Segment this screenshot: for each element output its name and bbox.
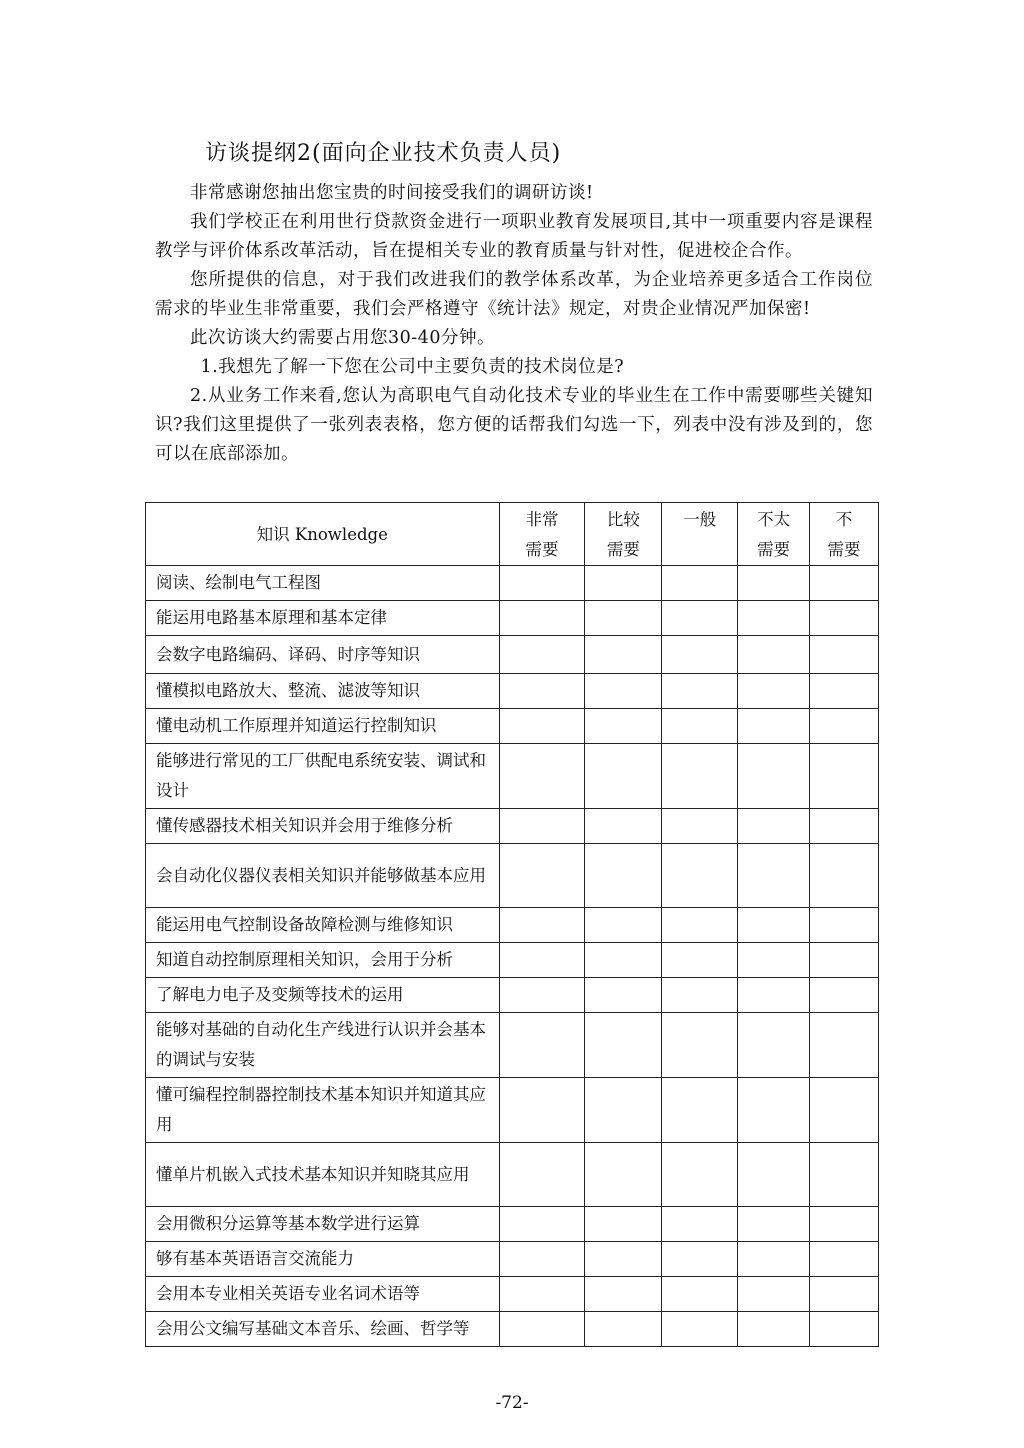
rating-cell-not-very-needed[interactable]: [738, 1207, 810, 1242]
table-row: [146, 566, 879, 601]
paragraph-thanks: 非常感谢您抽出您宝贵的时间接受我们的调研访谈!: [190, 183, 594, 203]
rating-cell-very-needed[interactable]: [499, 1013, 585, 1078]
knowledge-item: 能运用电路基本原理和基本定律: [146, 601, 500, 636]
header-not-very-needed-line2: 需要: [757, 540, 791, 559]
page-number: -72-: [495, 1393, 529, 1413]
rating-cell-not-needed[interactable]: [810, 978, 879, 1013]
header-average-line1: 一般: [683, 510, 717, 529]
rating-cell-fairly-needed[interactable]: [585, 844, 662, 908]
rating-cell-very-needed[interactable]: [499, 844, 585, 908]
knowledge-item: 会用公文编写基础文本音乐、绘画、哲学等: [146, 1312, 500, 1347]
rating-cell-not-needed[interactable]: [810, 908, 879, 943]
paragraph-duration: 此次访谈大约需要占用您30-40分钟。: [190, 328, 495, 348]
rating-cell-fairly-needed[interactable]: [585, 1312, 662, 1347]
rating-cell-average[interactable]: [662, 1143, 738, 1207]
rating-cell-not-needed[interactable]: [810, 1013, 879, 1078]
rating-cell-fairly-needed[interactable]: [585, 1242, 662, 1277]
rating-cell-very-needed[interactable]: [499, 978, 585, 1013]
table-row: [146, 1277, 879, 1312]
table-row: [146, 908, 879, 943]
rating-cell-not-very-needed[interactable]: [738, 566, 810, 601]
intro-text: [155, 179, 873, 469]
knowledge-item: 会数字电路编码、译码、时序等知识: [146, 636, 500, 674]
header-very-needed-line2: 需要: [525, 540, 559, 559]
rating-cell-not-very-needed[interactable]: [738, 601, 810, 636]
rating-cell-average[interactable]: [662, 1277, 738, 1312]
rating-cell-not-very-needed[interactable]: [738, 1143, 810, 1207]
knowledge-item: 了解电力电子及变频等技术的运用: [146, 978, 500, 1013]
rating-cell-not-needed[interactable]: [810, 1143, 879, 1207]
rating-cell-not-needed[interactable]: [810, 809, 879, 844]
rating-cell-average[interactable]: [662, 744, 738, 809]
rating-cell-very-needed[interactable]: [499, 1277, 585, 1312]
rating-cell-not-needed[interactable]: [810, 566, 879, 601]
rating-cell-fairly-needed[interactable]: [585, 709, 662, 744]
header-not-very-needed: [738, 503, 810, 566]
rating-cell-fairly-needed[interactable]: [585, 601, 662, 636]
knowledge-item: 阅读、绘制电气工程图: [146, 566, 500, 601]
knowledge-item: 会自动化仪器仪表相关知识并能够做基本应用: [146, 844, 500, 908]
rating-cell-average[interactable]: [662, 1207, 738, 1242]
rating-cell-very-needed[interactable]: [499, 809, 585, 844]
table-row: [146, 1207, 879, 1242]
rating-cell-very-needed[interactable]: [499, 1207, 585, 1242]
header-not-needed: [810, 503, 879, 566]
rating-cell-not-needed[interactable]: [810, 674, 879, 709]
rating-cell-fairly-needed[interactable]: [585, 1207, 662, 1242]
rating-cell-not-needed[interactable]: [810, 1277, 879, 1312]
table-header-row: [146, 503, 879, 566]
document-title: 访谈提纲2(面向企业技术负责人员): [205, 141, 562, 166]
rating-cell-average[interactable]: [662, 601, 738, 636]
rating-cell-very-needed[interactable]: [499, 908, 585, 943]
rating-cell-not-very-needed[interactable]: [738, 978, 810, 1013]
rating-cell-not-needed[interactable]: [810, 943, 879, 978]
table-row: [146, 1013, 879, 1078]
rating-cell-not-very-needed[interactable]: [738, 1078, 810, 1143]
rating-cell-not-very-needed[interactable]: [738, 809, 810, 844]
table-row: [146, 978, 879, 1013]
knowledge-item: 能运用电气控制设备故障检测与维修知识: [146, 908, 500, 943]
knowledge-item: 懂电动机工作原理并知道运行控制知识: [146, 709, 500, 744]
rating-cell-average[interactable]: [662, 636, 738, 674]
rating-cell-not-needed[interactable]: [810, 1207, 879, 1242]
header-fairly-needed-line2: 需要: [606, 540, 640, 559]
rating-cell-not-very-needed[interactable]: [738, 908, 810, 943]
rating-cell-fairly-needed[interactable]: [585, 566, 662, 601]
rating-cell-fairly-needed[interactable]: [585, 978, 662, 1013]
knowledge-item: 能够对基础的自动化生产线进行认识并会基本的调试与安装: [146, 1013, 500, 1078]
table-body: [146, 566, 879, 1347]
table-row: [146, 1078, 879, 1143]
rating-cell-not-very-needed[interactable]: [738, 674, 810, 709]
header-very-needed: [499, 503, 585, 566]
rating-cell-fairly-needed[interactable]: [585, 943, 662, 978]
rating-cell-not-very-needed[interactable]: [738, 636, 810, 674]
table-row: [146, 744, 879, 809]
rating-cell-average[interactable]: [662, 1078, 738, 1143]
table-row: [146, 601, 879, 636]
rating-cell-very-needed[interactable]: [499, 566, 585, 601]
table-row: [146, 809, 879, 844]
rating-cell-average[interactable]: [662, 809, 738, 844]
table-row: [146, 844, 879, 908]
question-2: 2.从业务工作来看,您认为高职电气自动化技术专业的毕业生在工作中需要哪些关键知识?我们这里提供了一张列表表格，您方便的话帮我们勾选一下，列表中没有涉及到的，您可以在底部添加。: [155, 386, 873, 464]
rating-cell-not-needed[interactable]: [810, 744, 879, 809]
knowledge-item: 知道自动控制原理相关知识，会用于分析: [146, 943, 500, 978]
header-very-needed-line1: 非常: [525, 510, 559, 529]
rating-cell-average[interactable]: [662, 709, 738, 744]
rating-cell-not-needed[interactable]: [810, 1242, 879, 1277]
header-fairly-needed-line1: 比较: [606, 510, 640, 529]
table-row: [146, 1143, 879, 1207]
rating-cell-very-needed[interactable]: [499, 1143, 585, 1207]
header-average: [662, 503, 738, 566]
rating-cell-very-needed[interactable]: [499, 601, 585, 636]
header-knowledge: 知识 Knowledge: [146, 503, 500, 566]
rating-cell-not-very-needed[interactable]: [738, 709, 810, 744]
rating-cell-not-very-needed[interactable]: [738, 1277, 810, 1312]
header-not-needed-line1: 不: [835, 510, 853, 529]
rating-cell-fairly-needed[interactable]: [585, 1277, 662, 1312]
rating-cell-very-needed[interactable]: [499, 744, 585, 809]
rating-cell-not-very-needed[interactable]: [738, 1013, 810, 1078]
header-not-needed-line2: 需要: [827, 540, 861, 559]
rating-cell-not-needed[interactable]: [810, 844, 879, 908]
table-row: [146, 636, 879, 674]
table-row: [146, 1242, 879, 1277]
knowledge-item: 能够进行常见的工厂供配电系统安装、调试和设计: [146, 744, 500, 809]
rating-cell-not-needed[interactable]: [810, 709, 879, 744]
knowledge-item: 会用微积分运算等基本数学进行运算: [146, 1207, 500, 1242]
rating-cell-not-very-needed[interactable]: [738, 1312, 810, 1347]
rating-cell-very-needed[interactable]: [499, 709, 585, 744]
rating-cell-not-needed[interactable]: [810, 1312, 879, 1347]
rating-cell-average[interactable]: [662, 943, 738, 978]
rating-cell-fairly-needed[interactable]: [585, 636, 662, 674]
rating-cell-fairly-needed[interactable]: [585, 1013, 662, 1078]
rating-cell-average[interactable]: [662, 566, 738, 601]
rating-cell-fairly-needed[interactable]: [585, 809, 662, 844]
rating-cell-very-needed[interactable]: [499, 1242, 585, 1277]
rating-cell-very-needed[interactable]: [499, 1078, 585, 1143]
rating-cell-fairly-needed[interactable]: [585, 1143, 662, 1207]
knowledge-item: 够有基本英语语言交流能力: [146, 1242, 500, 1277]
rating-cell-very-needed[interactable]: [499, 636, 585, 674]
rating-cell-average[interactable]: [662, 1013, 738, 1078]
table-row: [146, 943, 879, 978]
rating-cell-fairly-needed[interactable]: [585, 744, 662, 809]
knowledge-item: 懂可编程控制器控制技术基本知识并知道其应用: [146, 1078, 500, 1143]
rating-cell-fairly-needed[interactable]: [585, 1078, 662, 1143]
header-fairly-needed: [585, 503, 662, 566]
rating-cell-not-very-needed[interactable]: [738, 844, 810, 908]
rating-cell-not-very-needed[interactable]: [738, 744, 810, 809]
rating-cell-average[interactable]: [662, 1312, 738, 1347]
paragraph-confidentiality: 您所提供的信息，对于我们改进我们的教学体系改革，为企业培养更多适合工作岗位需求的毕业生非常重要，我们会严格遵守《统计法》规定，对贵企业情况严加保密!: [155, 270, 873, 319]
rating-cell-not-very-needed[interactable]: [738, 1242, 810, 1277]
header-not-very-needed-line1: 不太: [757, 510, 791, 529]
rating-cell-average[interactable]: [662, 908, 738, 943]
rating-cell-fairly-needed[interactable]: [585, 674, 662, 709]
rating-cell-average[interactable]: [662, 978, 738, 1013]
rating-cell-average[interactable]: [662, 1242, 738, 1277]
table-row: [146, 709, 879, 744]
rating-cell-very-needed[interactable]: [499, 943, 585, 978]
knowledge-survey-table: [145, 502, 879, 1347]
rating-cell-not-very-needed[interactable]: [738, 943, 810, 978]
knowledge-item: 懂传感器技术相关知识并会用于维修分析: [146, 809, 500, 844]
knowledge-item: 懂模拟电路放大、整流、滤波等知识: [146, 674, 500, 709]
knowledge-item: 会用本专业相关英语专业名词术语等: [146, 1277, 500, 1312]
knowledge-item: 懂单片机嵌入式技术基本知识并知晓其应用: [146, 1143, 500, 1207]
table-row: [146, 674, 879, 709]
paragraph-project: 我们学校正在利用世行贷款资金进行一项职业教育发展项目,其中一项重要内容是课程教学与评价体系改革活动，旨在提相关专业的教育质量与针对性，促进校企合作。: [155, 212, 873, 261]
rating-cell-not-needed[interactable]: [810, 636, 879, 674]
rating-cell-average[interactable]: [662, 674, 738, 709]
rating-cell-not-needed[interactable]: [810, 601, 879, 636]
rating-cell-very-needed[interactable]: [499, 674, 585, 709]
rating-cell-not-needed[interactable]: [810, 1078, 879, 1143]
table-row: [146, 1312, 879, 1347]
rating-cell-average[interactable]: [662, 844, 738, 908]
rating-cell-fairly-needed[interactable]: [585, 908, 662, 943]
question-1: 1.我想先了解一下您在公司中主要负责的技术岗位是?: [200, 357, 625, 377]
rating-cell-very-needed[interactable]: [499, 1312, 585, 1347]
